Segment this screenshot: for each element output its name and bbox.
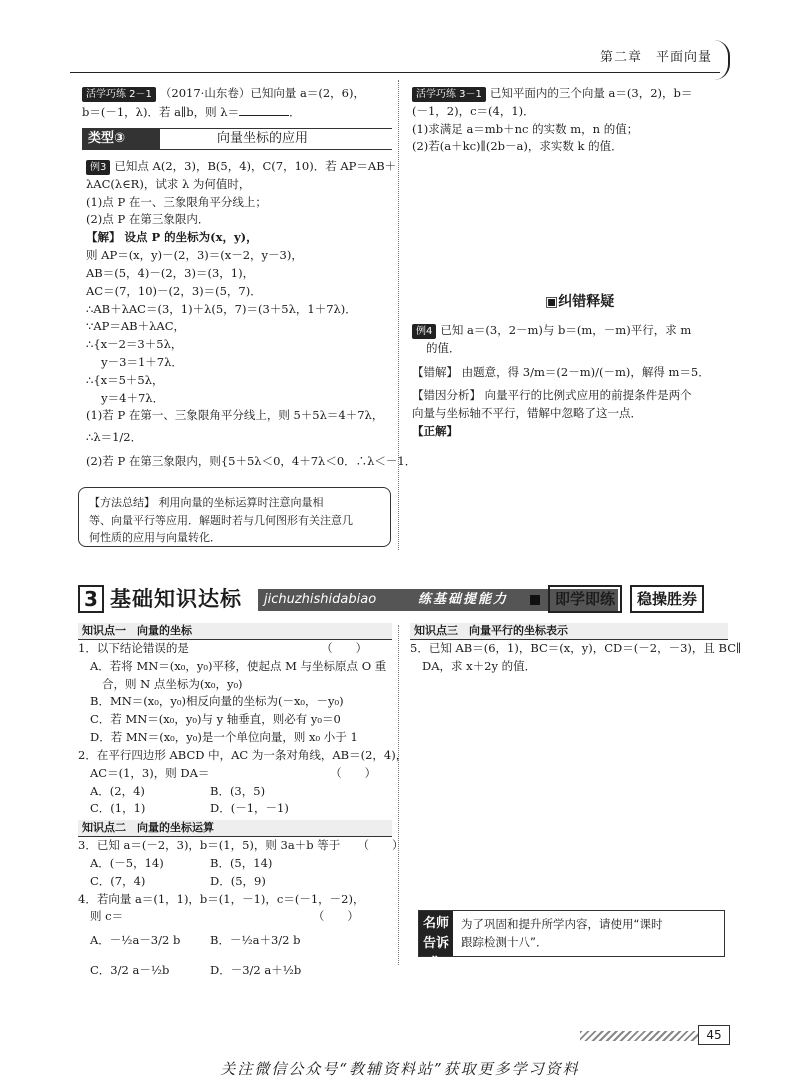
- option: A．(－5，14): [90, 855, 164, 870]
- example-3: [86, 158, 417, 471]
- example-line: (1)点 P 在一、三象限角平分线上；: [86, 194, 267, 209]
- question-line: D．若 MN＝(x₀，y₀)是一个单位向量，则 x₀ 小于 1: [90, 730, 358, 745]
- error-cause: 向量与坐标轴不平行，错解中忽略了这一点．: [412, 406, 642, 421]
- type-label: 类型③: [82, 129, 160, 149]
- page-number-area: [580, 1025, 730, 1045]
- question-line: A．若将 MN＝(x₀，y₀)平移，使起点 M 与坐标原点 O 重: [90, 658, 387, 673]
- banner-slogan: 练基础提能力: [418, 592, 509, 607]
- header-bracket: [714, 40, 730, 80]
- knowledge-column-left: [78, 623, 408, 980]
- type-3-header: [82, 128, 392, 150]
- note-line: 跟踪检测十八”．: [461, 935, 548, 949]
- knowledge-point-2: 知识点二 向量的坐标运算: [78, 820, 392, 837]
- column-divider-top: [398, 80, 399, 550]
- example-line: (2)点 P 在第三象限内．: [86, 212, 210, 227]
- page-number: 45: [698, 1025, 730, 1045]
- question-line: 4．若向量 a＝(1，1)，b＝(1，－1)，c＝(－1，－2)，: [78, 891, 365, 906]
- banner-square-icon: [530, 595, 540, 605]
- example-line: λAC(λ∈R)，试求 λ 为何值时，: [86, 176, 251, 191]
- solution-line: y－3＝1＋7λ．: [86, 354, 183, 369]
- error-section-title: ▣纠错释疑: [545, 294, 615, 310]
- option: D．(－1，－1): [210, 801, 289, 816]
- question-line: B．MN＝(x₀，y₀)相反向量的坐标为(－x₀，－y₀): [90, 694, 344, 709]
- banner-box-1: 即学即练: [548, 585, 622, 613]
- knowledge-column-right: [410, 623, 742, 676]
- page-stripe: [580, 1031, 698, 1041]
- banner-title: 基础知识达标: [110, 587, 242, 611]
- exercise-2-1: 活学巧练 2－1 （2017·山东卷）已知向量 a＝(2，6)，: [82, 85, 365, 103]
- option: A．(2，4): [90, 783, 145, 798]
- option: A．－½a－3/2 b: [90, 933, 181, 948]
- option: C．3/2 a－½b: [90, 963, 170, 977]
- method-line: 何性质的应用与向量转化．: [89, 531, 221, 545]
- knowledge-point-1: 知识点一 向量的坐标: [78, 623, 392, 640]
- solution-line: AC＝(7，10)－(2，3)＝(5，7)．: [86, 283, 262, 298]
- example-line: 已知点 A(2，3)，B(5，4)，C(7，10)．若 AP＝AB＋: [114, 159, 397, 173]
- teacher-note-tag: 名师告诉你: [419, 911, 453, 956]
- option: D．－3/2 a＋½b: [210, 963, 302, 977]
- question-line: 3．已知 a＝(－2，3)，b＝(1，5)，则 3a＋b 等于 （ ）: [78, 838, 404, 853]
- exercise-badge: 活学巧练 2－1: [82, 87, 156, 102]
- correct-solution-label: 【正解】: [412, 424, 458, 439]
- exercise-badge: 活学巧练 3－1: [412, 87, 486, 102]
- chapter-title: 第二章 平面向量: [599, 50, 712, 65]
- example-badge: 例3: [86, 160, 110, 175]
- exercise-2-1-line2: b＝(－1，λ)．若 a∥b，则 λ＝ ．: [82, 105, 301, 119]
- solution-line: AB＝(5，4)－(2，3)＝(3，1)，: [86, 265, 255, 280]
- error-cause: 【错因分析】 向量平行的比例式应用的前提条件是两个: [412, 388, 692, 403]
- method-line: 【方法总结】 利用向量的坐标运算时注意向量相: [89, 496, 324, 509]
- method-summary-box: [78, 487, 391, 547]
- section-banner: [78, 585, 728, 613]
- solution-line: (2)若 P 在第三象限内，则{5＋5λ＜0，4＋7λ＜0．∴λ＜－1．: [86, 454, 417, 468]
- banner-pinyin: jichuzhishidabiao: [264, 592, 377, 607]
- question-line: C．若 MN＝(x₀，y₀)与 y 轴垂直，则必有 y₀＝0: [90, 712, 341, 727]
- exercise-3-1: 活学巧练 3－1 已知平面内的三个向量 a＝(3，2)，b＝ (－1，2)，c＝(4，1)． (1)求满足 a＝mb＋nc 的实数 m，n 的值； (2)若(a＋kc)∥(2b－a)，求实数 k 的值．: [412, 86, 693, 154]
- option: B．－½a＋3/2 b: [210, 933, 301, 948]
- question-line: 2．在平行四边形 ABCD 中，AC 为一条对角线，AB＝(2，4)，: [78, 747, 408, 762]
- header-rule: [70, 72, 720, 73]
- solution-line: 则 AP＝(x，y)－(2，3)＝(x－2，y－3)，: [86, 248, 303, 263]
- knowledge-point-3: 知识点三 向量平行的坐标表示: [410, 623, 728, 640]
- solution-line: y＝4＋7λ．: [86, 390, 165, 405]
- question-line: DA，求 x＋2y 的值．: [422, 658, 537, 673]
- example-4: 例4 已知 a＝(3，2－m)与 b＝(m，－m)平行，求 m 的值． 【错解】 由题意，得 3/m＝(2－m)/(－m)，解得 m＝5． 【错因分析】 向量平行的比例式应用的前提条件是两个 向量与坐标轴不平行，错解中忽略了这一点． 【正解】: [412, 322, 732, 441]
- option: D．(5，9): [210, 873, 266, 888]
- question-line: 1．以下结论错误的是 （ ）: [78, 641, 368, 655]
- solution-line: 【解】 设点 P 的坐标为(x，y)，: [86, 230, 258, 245]
- method-line: 等、向量平行等应用．解题时若与几何图形有关注意几: [89, 513, 353, 527]
- column-divider-bottom: [398, 625, 399, 965]
- footer-note: 关注微信公众号“教辅资料站”获取更多学习资料: [220, 1060, 580, 1078]
- solution-line: ∴{x－2＝3＋5λ，: [86, 337, 183, 352]
- option: B．(3，5): [210, 783, 266, 798]
- teacher-note-box: [418, 910, 725, 971]
- option: C．(1，1): [90, 801, 146, 816]
- option: B．(5，14): [210, 855, 273, 870]
- type-title: 向量坐标的应用: [217, 131, 309, 146]
- banner-box-2: 稳操胜券: [630, 585, 704, 613]
- question-line: 5．已知 AB＝(6，1)，BC＝(x，y)，CD＝(－2，－3)，且 BC∥: [410, 641, 742, 655]
- solution-line: ∴λ＝1/2．: [86, 430, 143, 445]
- note-line: 为了巩固和提升所学内容，请使用“课时: [461, 917, 663, 931]
- question-line: 则 c＝ （ ）: [90, 909, 359, 924]
- solution-line: ∵AP＝AB＋λAC，: [86, 319, 186, 334]
- banner-number: 3: [78, 585, 104, 613]
- wrong-solution: 【错解】 由题意，得 3/m＝(2－m)/(－m)，解得 m＝5．: [412, 364, 710, 379]
- solution-line: (1)若 P 在第一、三象限角平分线上，则 5＋5λ＝4＋7λ，: [86, 408, 384, 423]
- question-line: 合，则 N 点坐标为(x₀，y₀): [102, 676, 243, 691]
- option: C．(7，4): [90, 873, 146, 888]
- question-line: AC＝(1，3)，则 DA＝ （ ）: [90, 765, 377, 780]
- solution-line: ∴AB＋λAC＝(3，1)＋λ(5，7)＝(3＋5λ，1＋7λ)．: [86, 301, 357, 316]
- example-badge: 例4: [412, 324, 436, 339]
- solution-line: ∴{x＝5＋5λ，: [86, 372, 164, 387]
